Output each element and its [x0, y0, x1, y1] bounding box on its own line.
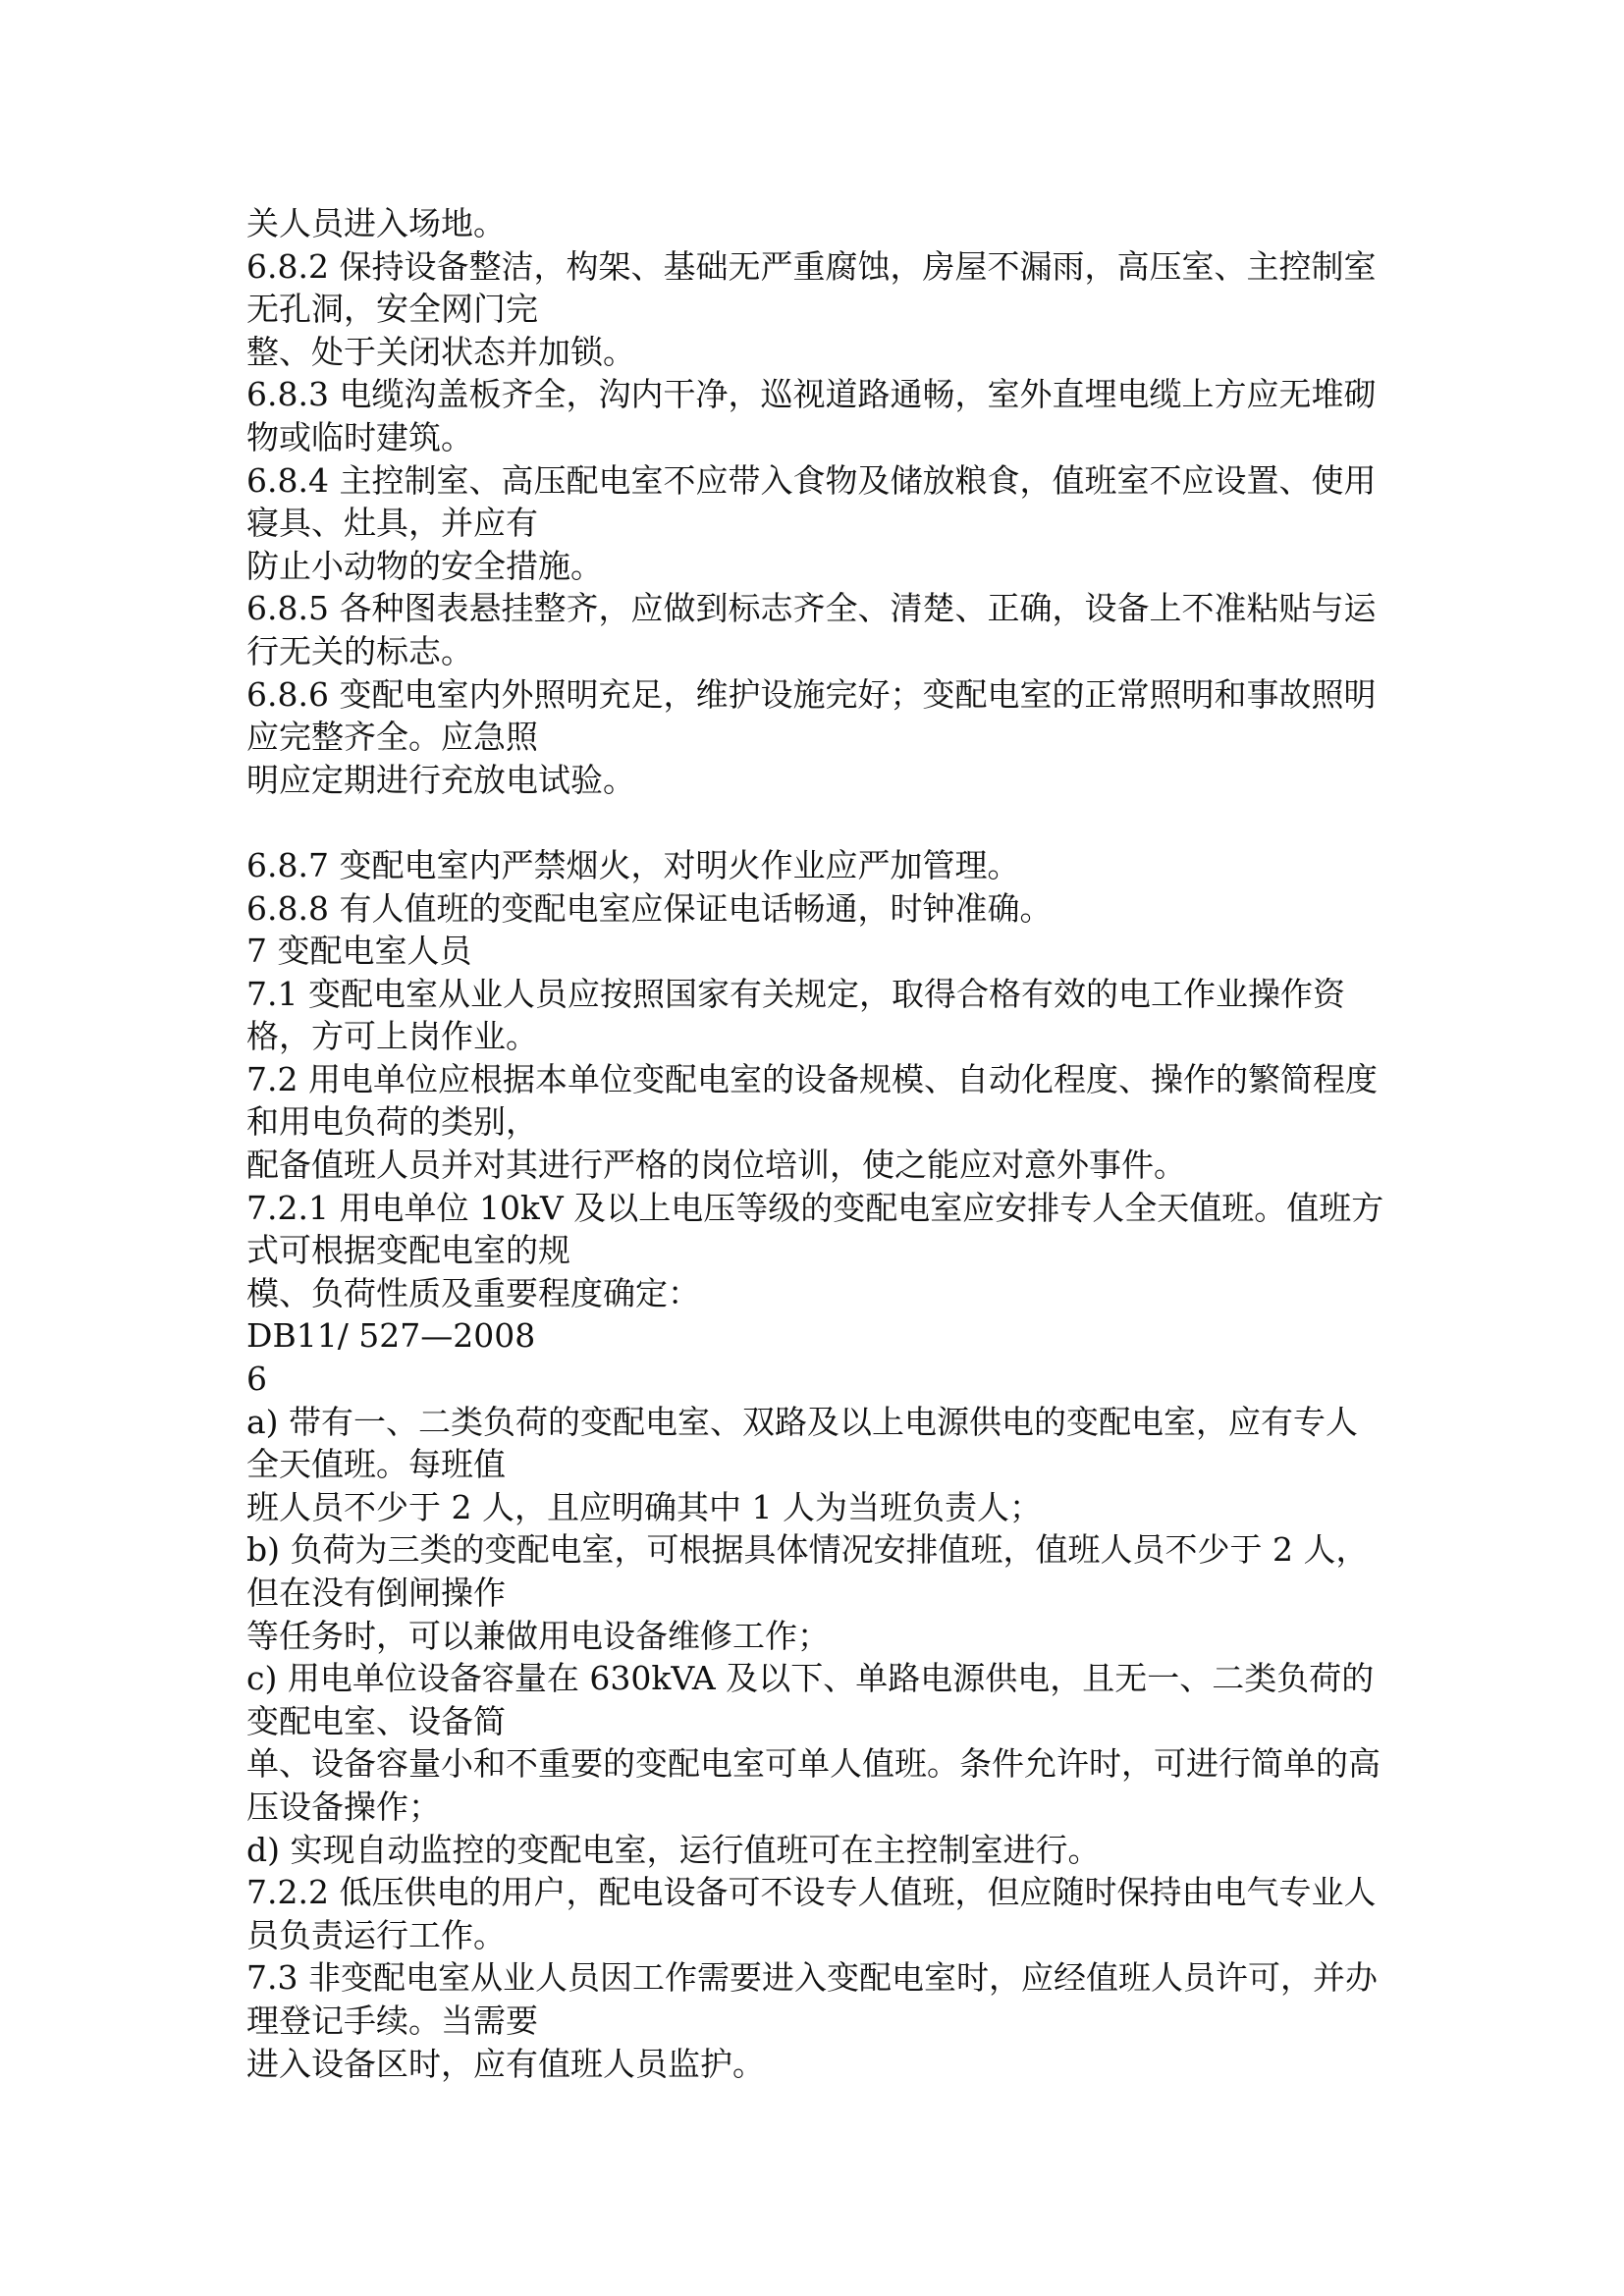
text-line: 但在没有倒闸操作: [246, 1574, 506, 1612]
standard-code: DB11/ 527—2008: [246, 1316, 536, 1356]
text-line: a) 带有一、二类负荷的变配电室、双路及以上电源供电的变配电室，应有专人: [246, 1402, 1359, 1441]
text-line: 6.8.5 各种图表悬挂整齐，应做到标志齐全、清楚、正确，设备上不准粘贴与运: [246, 589, 1377, 628]
text-line: 防止小动物的安全措施。: [246, 546, 603, 585]
text-line: 单、设备容量小和不重要的变配电室可单人值班。条件允许时，可进行简单的高: [246, 1744, 1380, 1784]
text-line: 7.1 变配电室从业人员应按照国家有关规定，取得合格有效的电工作业操作资: [246, 974, 1345, 1013]
text-line: 式可根据变配电室的规: [246, 1231, 570, 1270]
text-line: 6.8.3 电缆沟盖板齐全，沟内干净，巡视道路通畅，室外直埋电缆上方应无堆砌: [246, 375, 1377, 414]
text-line: 压设备操作；: [246, 1787, 441, 1826]
section-heading: 7 变配电室人员: [246, 932, 472, 971]
text-line: 班人员不少于 2 人，且应明确其中 1 人为当班负责人；: [246, 1487, 1042, 1526]
blank-line: [246, 801, 1395, 844]
text-line: 变配电室、设备简: [246, 1701, 506, 1740]
text-line: 等任务时，可以兼做用电设备维修工作；: [246, 1616, 830, 1655]
text-line: 格，方可上岗作业。: [246, 1017, 538, 1056]
text-line: 员负责运行工作。: [246, 1915, 506, 1954]
document-text: [246, 202, 1395, 2085]
text-line: 7.3 非变配电室从业人员因工作需要进入变配电室时，应经值班人员许可，并办: [246, 1958, 1378, 1998]
text-line: 7.2 用电单位应根据本单位变配电室的设备规模、自动化程度、操作的繁简程度: [246, 1059, 1378, 1098]
text-line: 明应定期进行充放电试验。: [246, 760, 635, 799]
text-line: b) 负荷为三类的变配电室，可根据具体情况安排值班，值班人员不少于 2 人，: [246, 1530, 1369, 1570]
text-line: 模、负荷性质及重要程度确定：: [246, 1273, 700, 1312]
text-line: 6.8.7 变配电室内严禁烟火，对明火作业应严加管理。: [246, 845, 1020, 884]
text-line: 进入设备区时，应有值班人员监护。: [246, 2044, 765, 2083]
text-line: 配备值班人员并对其进行严格的岗位培训，使之能应对意外事件。: [246, 1146, 1186, 1185]
text-line: 寝具、灶具，并应有: [246, 504, 538, 543]
text-line: 行无关的标志。: [246, 631, 473, 670]
text-line: c) 用电单位设备容量在 630kVA 及以下、单路电源供电，且无一、二类负荷的: [246, 1659, 1375, 1698]
text-line: 整、处于关闭状态并加锁。: [246, 332, 635, 371]
text-line: 物或临时建筑。: [246, 417, 473, 456]
text-line: 和用电负荷的类别，: [246, 1102, 538, 1142]
text-line: 6.8.2 保持设备整洁，构架、基础无严重腐蚀，房屋不漏雨，高压室、主控制室: [246, 246, 1377, 286]
text-line: 6.8.6 变配电室内外照明充足，维护设施完好；变配电室的正常照明和事故照明: [246, 674, 1377, 714]
text-line: 无孔洞，安全网门完: [246, 290, 538, 329]
text-line: 理登记手续。当需要: [246, 2001, 538, 2040]
text-line: 7.2.1 用电单位 10kV 及以上电压等级的变配电室应安排专人全天值班。值班方: [246, 1188, 1384, 1227]
text-line: 关人员进入场地。: [246, 204, 506, 242]
text-line: 7.2.2 低压供电的用户，配电设备可不设专人值班，但应随时保持由电气专业人: [246, 1873, 1377, 1912]
text-line: 6.8.4 主控制室、高压配电室不应带入食物及储放粮食，值班室不应设置、使用: [246, 460, 1377, 500]
text-line: 全天值班。每班值: [246, 1445, 506, 1484]
text-line: d) 实现自动监控的变配电室，运行值班可在主控制室进行。: [246, 1830, 1101, 1869]
text-line: 6.8.8 有人值班的变配电室应保证电话畅通，时钟准确。: [246, 888, 1053, 928]
page-number: 6: [246, 1360, 267, 1399]
text-line: 应完整齐全。应急照: [246, 718, 538, 757]
